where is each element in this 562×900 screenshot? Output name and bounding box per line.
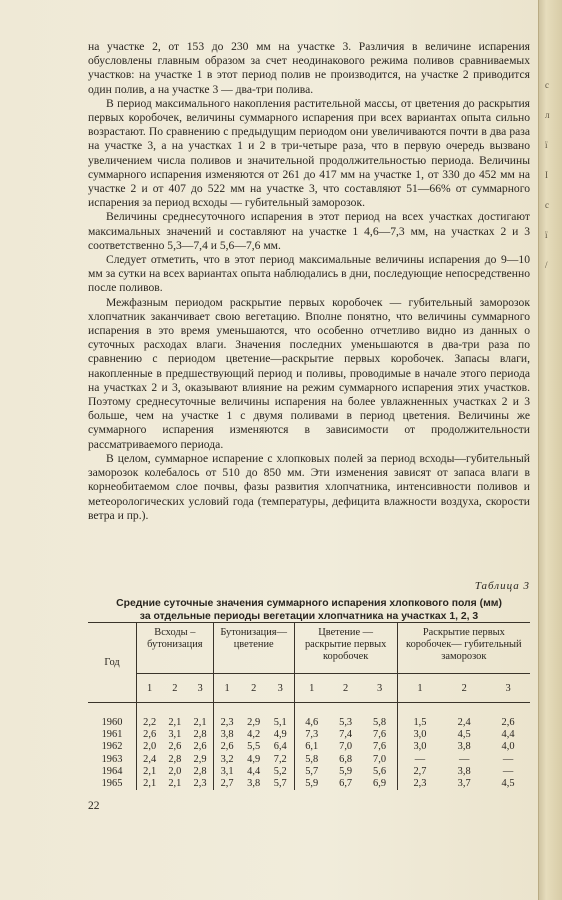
plot-header: 3	[267, 674, 294, 703]
value-cell: 3,8	[213, 729, 240, 741]
paragraph: Следует отметить, что в этот период максимальные величины испарения до 9—10 мм за сутки на всех вариантах опыта наблюдались в дни, последующие непосредственно после поливов.	[88, 253, 530, 295]
table-title-line: за отдельные периоды вегетации хлопчатника на участках 1, 2, 3	[139, 610, 479, 622]
value-cell: 2,8	[168, 753, 182, 765]
value-cell: 2,6	[193, 741, 207, 753]
year-header: Год	[88, 623, 137, 703]
plot-header: 2	[442, 674, 486, 703]
table-row	[88, 766, 530, 778]
value-cell: 6,7	[339, 778, 353, 790]
value-cell: 2,8	[193, 729, 207, 741]
edge-glyph: ї	[545, 230, 548, 240]
period-header: Всходы – бутонизация	[137, 623, 214, 674]
value-cell: 5,3	[339, 717, 353, 728]
value-cell: 5,8	[373, 717, 387, 728]
year-cell: 1965	[101, 778, 123, 790]
value-cell: 7,2	[273, 753, 287, 765]
value-cell: 3,8	[457, 741, 471, 753]
edge-glyph: л	[545, 110, 550, 120]
value-cell: 3,8	[457, 765, 471, 777]
plot-header: 1	[294, 674, 329, 703]
value-cell: 4,0	[501, 741, 515, 753]
plot-header: 3	[486, 674, 530, 703]
table-row	[88, 741, 530, 753]
value-cell: 3,2	[213, 754, 240, 766]
paragraph: на участке 2, от 153 до 230 мм на участке 3. Различия в величине испарения обусловлены главным образом за счет неодинакового режима поливов сравниваемых участков: на участке 1 в этот период полив не производится, на участке 2 приводится один полив, а на участке 3 — два-три полива.	[88, 40, 530, 96]
value-cell: 3,1	[168, 729, 182, 741]
value-cell: 3,7	[457, 778, 471, 790]
body-text	[88, 40, 530, 523]
value-cell: 2,1	[137, 766, 163, 778]
value-cell: 4,5	[501, 778, 515, 790]
value-cell: 3,0	[397, 729, 442, 741]
value-cell: —	[458, 753, 470, 765]
value-cell: 5,5	[247, 741, 261, 753]
plot-header: 1	[397, 674, 442, 703]
value-cell: 2,1	[168, 717, 182, 728]
edge-glyph: ї	[545, 140, 548, 150]
value-cell: 2,9	[193, 753, 207, 765]
value-cell: 4,4	[247, 765, 261, 777]
value-cell: 2,2	[137, 703, 163, 730]
value-cell: —	[502, 753, 514, 765]
value-cell: 2,7	[213, 778, 240, 790]
value-cell: 4,2	[247, 729, 261, 741]
plot-header: 3	[362, 674, 397, 703]
paragraph: Межфазным периодом раскрытие первых коробочек — губительный заморозок хлопчатник заканчивает свою вегетацию. Вполне понятно, что величины суммарного испарения в это время уменьшаются, что особенно отчетливо видно из данных о суточных расходах влаги. Значения последних уменьшаются в два-три раза по сравнению с периодом цветение—раскрытие первых коробочек. Запасы влаги, накопленные в предшествующий период и поливы, проводимые в начале этого периода на участках 2 и 3, оказывают влияние на режим суммарного испарения этих участков. Поэтому среднесуточные величины испарения на более увлажненных участках 2 и 3 больше, чем на участке 1 с двумя поливами в период цветения. Величины же суммарного испарения изменяются в зависимости от продолжительности рассматриваемого периода.	[88, 295, 530, 451]
value-cell: 7,6	[373, 741, 387, 753]
value-cell: 2,9	[247, 717, 261, 728]
value-cell: 2,3	[397, 778, 442, 790]
value-cell: 7,6	[373, 729, 387, 741]
plot-header: 3	[187, 674, 213, 703]
table-row	[88, 778, 530, 790]
value-cell: 2,6	[501, 717, 515, 728]
value-cell: 2,6	[213, 741, 240, 753]
value-cell: 2,7	[397, 766, 442, 778]
year-cell: 1964	[101, 765, 123, 777]
year-cell: 1960	[101, 717, 123, 728]
paragraph: В период максимального накопления растительной массы, от цветения до раскрытия первых коробочек, величины суммарного испарения при всех вариантах опыта сильно возрастают. По сравнению с предыдущим периодом они увеличиваются почти в два раза на участке 3, а на участках 1 и 2 в три-четыре раза, что в первую очередь вызвано увеличением числа поливов и значительной продолжительностью периода. Величины суммарного испарения изменяются от 261 до 417 мм на участке 1, от 330 до 452 мм на участке 2 и от 407 до 522 мм на участке 3, что составляют 51—66% от суммарного испарения за период всходы — губительный заморозок.	[88, 96, 530, 210]
table-row	[88, 703, 530, 730]
plot-header: 1	[137, 674, 163, 703]
edge-glyph: с	[545, 80, 549, 90]
paragraph: В целом, суммарное испарение с хлопковых полей за период всходы—губительный заморозок колебалось от 510 до 850 мм. Эти изменения зависят от запаса влаги в корнеобитаемом слое почвы, фазы развития хлопчатника, интенсивности поливов и метеорологических условий года (температуры, дефицита влажности воздуха, скорости ветра и пр.).	[88, 451, 530, 522]
value-cell: 2,6	[168, 741, 182, 753]
value-cell: 2,6	[137, 729, 163, 741]
value-cell: 7,4	[339, 729, 353, 741]
year-cell: 1961	[101, 729, 123, 741]
value-cell: —	[397, 754, 442, 766]
value-cell: 4,5	[457, 729, 471, 741]
value-cell: 7,0	[339, 741, 353, 753]
table-caption	[88, 580, 530, 623]
value-cell: 3,8	[247, 778, 261, 790]
paragraph: Величины среднесуточного испарения в этот период на всех участках достигают максимальных значений и составляют на участке 1 4,6—7,3 мм, на участках 2 и 3 соответственно 5,3—7,4 и 5,6—7,6 мм.	[88, 210, 530, 252]
value-cell: 2,1	[168, 778, 182, 790]
year-cell: 1962	[101, 741, 123, 753]
value-cell: 6,8	[339, 753, 353, 765]
value-cell: 6,9	[373, 778, 387, 790]
facing-page-letters	[545, 70, 550, 280]
edge-glyph: І	[545, 170, 548, 180]
plot-header: 1	[213, 674, 240, 703]
edge-glyph: /	[545, 260, 548, 270]
value-cell: 1,5	[397, 703, 442, 730]
value-cell: 6,1	[294, 741, 329, 753]
value-cell: 2,4	[137, 754, 163, 766]
value-cell: 2,4	[457, 717, 471, 728]
value-cell: 6,4	[273, 741, 287, 753]
value-cell: 2,0	[168, 765, 182, 777]
edge-glyph: с	[545, 200, 549, 210]
value-cell: 5,9	[339, 765, 353, 777]
value-cell: 2,3	[213, 703, 240, 730]
period-header: Цветение —раскрытие первых коробочек	[294, 623, 397, 674]
value-cell: 2,1	[137, 778, 163, 790]
value-cell: 4,4	[501, 729, 515, 741]
table-row	[88, 729, 530, 741]
value-cell: 5,7	[273, 778, 287, 790]
value-cell: 5,2	[273, 765, 287, 777]
value-cell: 5,7	[294, 766, 329, 778]
value-cell: 5,8	[294, 754, 329, 766]
value-cell: 5,6	[373, 765, 387, 777]
value-cell: 2,0	[137, 741, 163, 753]
facing-page-edge	[538, 0, 562, 900]
value-cell: 7,0	[373, 753, 387, 765]
value-cell: 4,9	[247, 753, 261, 765]
value-cell: 4,6	[294, 703, 329, 730]
value-cell: 2,3	[193, 778, 207, 790]
value-cell: —	[502, 765, 514, 777]
plot-header: 2	[329, 674, 363, 703]
year-cell: 1963	[101, 753, 123, 765]
value-cell: 7,3	[294, 729, 329, 741]
value-cell: 4,9	[273, 729, 287, 741]
value-cell: 2,8	[193, 765, 207, 777]
table-number: Таблица 3	[474, 580, 530, 592]
period-header: Раскрытие первых коробочек— губительный заморозок	[397, 623, 530, 674]
value-cell: 3,0	[397, 741, 442, 753]
value-cell: 5,9	[294, 778, 329, 790]
table-row	[88, 754, 530, 766]
value-cell: 5,1	[273, 717, 287, 728]
table-title-line: Средние суточные значения суммарного испарения хлопкового поля (мм)	[116, 598, 502, 609]
plot-header: 2	[162, 674, 187, 703]
period-header: Бутонизация— цветение	[213, 623, 294, 674]
page-number: 22	[88, 800, 100, 812]
value-cell: 2,1	[193, 717, 207, 728]
plot-header: 2	[240, 674, 266, 703]
value-cell: 3,1	[213, 766, 240, 778]
evaporation-table	[88, 622, 530, 790]
